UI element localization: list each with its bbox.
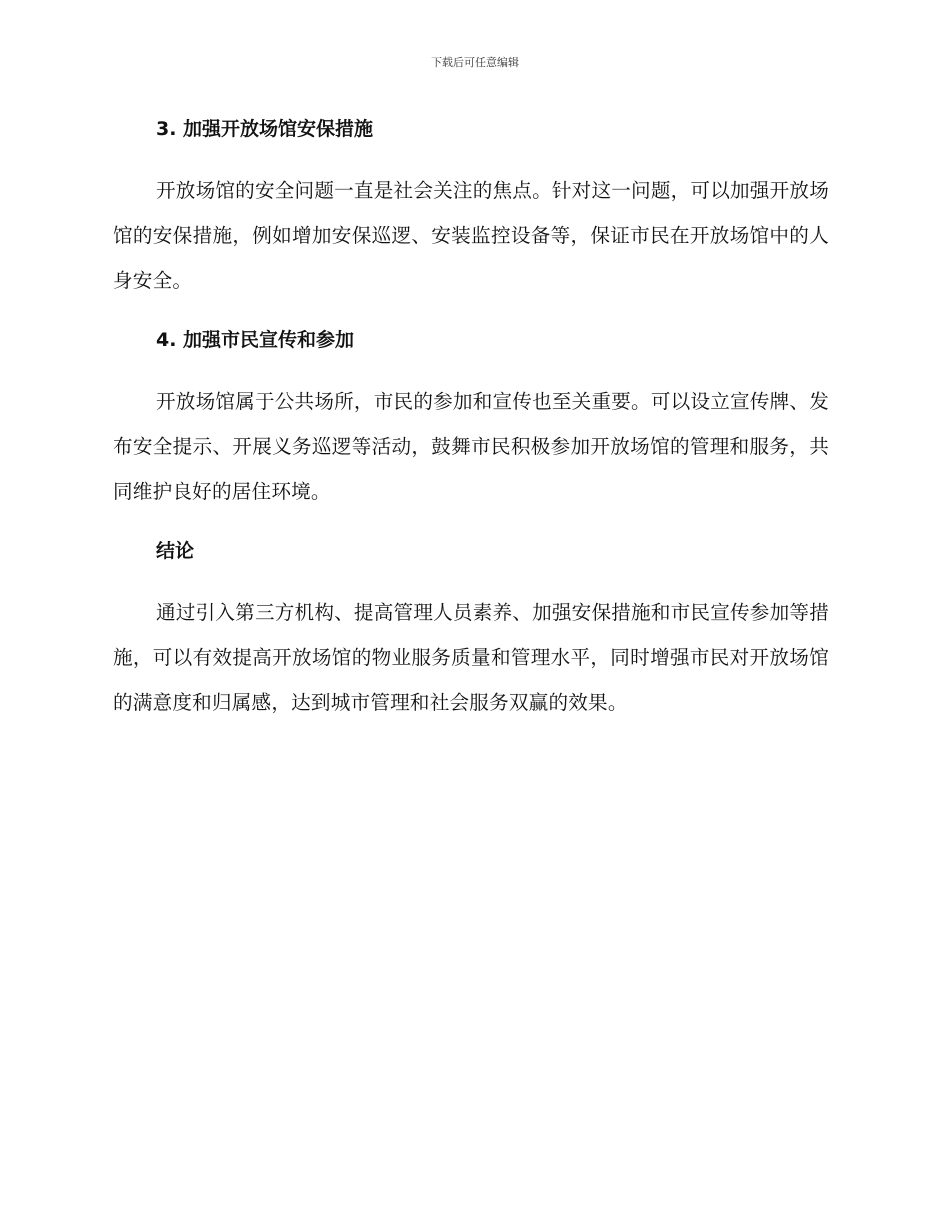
spacer [113,514,829,534]
document-body [113,112,829,725]
spacer [113,146,829,168]
spacer [113,357,829,379]
spacer [113,303,829,323]
section-paragraph-publicity: 开放场馆属于公共场所，市民的参加和宣传也至关重要。可以设立宣传牌、发布安全提示、开展义务巡逻等活动，鼓舞市民积极参加开放场馆的管理和服务，共同维护良好的居住环境。 [113,390,829,503]
spacer [113,568,829,590]
page-header-note: 下载后可任意编辑 [431,56,519,69]
section-paragraph-security: 开放场馆的安全问题一直是社会关注的焦点。针对这一问题，可以加强开放场馆的安保措施，例如增加安保巡逻、安装监控设备等，保证市民在开放场馆中的人身安全。 [113,179,829,292]
section-heading-publicity: 4. 加强市民宣传和参加 [156,329,355,351]
section-heading-conclusion: 结论 [156,540,195,562]
section-paragraph-conclusion: 通过引入第三方机构、提高管理人员素养、加强安保措施和市民宣传参加等措施，可以有效提高开放场馆的物业服务质量和管理水平，同时增强市民对开放场馆的满意度和归属感，达到城市管理和社会服务双赢的效果。 [113,601,829,714]
section-heading-security: 3. 加强开放场馆安保措施 [156,118,374,140]
